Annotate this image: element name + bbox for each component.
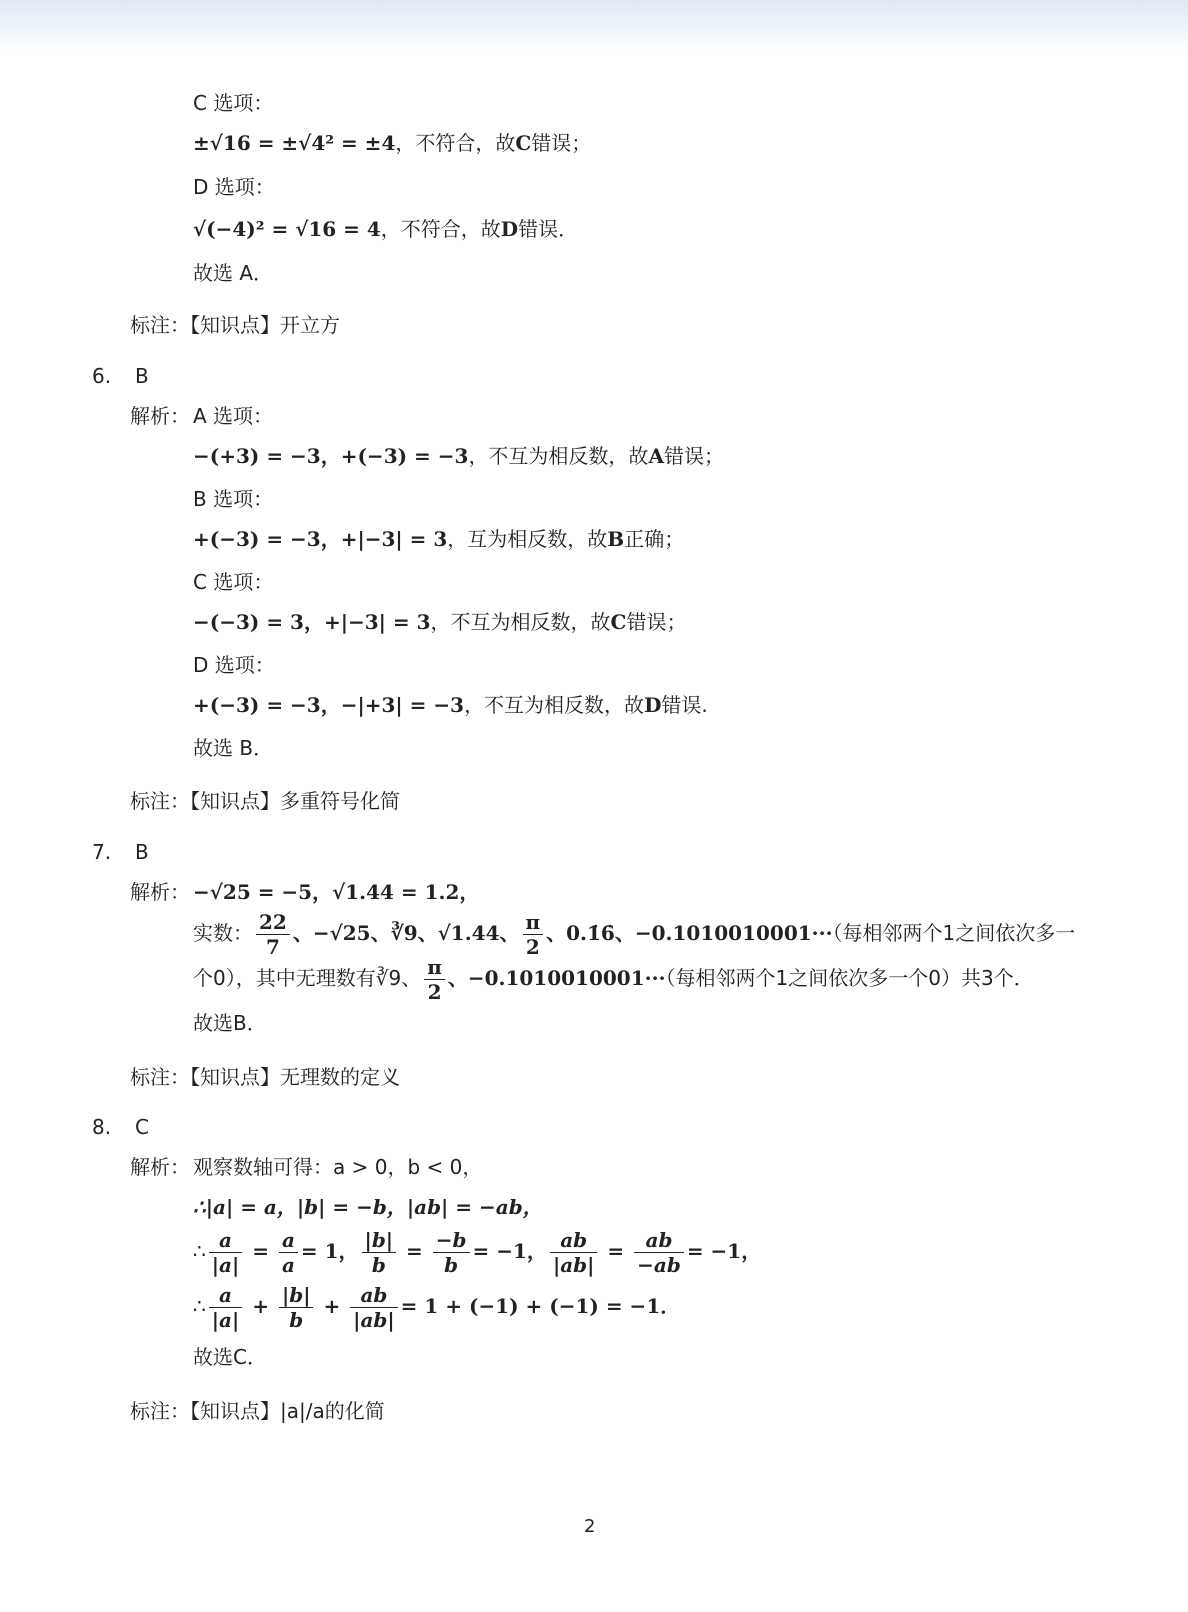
q6-analysis-label: 解析： [130,404,190,428]
q7-tag: 标注：【知识点】无理数的定义 [130,1065,400,1089]
fraction-pi-2: $\frac{\pi}{2}$ [523,910,544,959]
q5-c-label: C 选项： [193,91,274,115]
q6-c-line: −(−3) = 3，+|−3| = 3，不互为相反数，故C错误； [193,610,687,634]
q5-c-line: ±√16 = ±√4² = ±4，不符合，故C错误； [193,131,592,155]
q6-d-line: +(−3) = −3，−|+3| = −3，不互为相反数，故D错误. [193,693,708,717]
q7-analysis-label: 解析： [130,880,190,904]
q8-line3: ∴ $\frac{a}{|a|}$ = $\frac{a}{a}$ = 1， $\frac{|b|}{b}$ = $\frac{-b}{b}$ = −1， $\frac{ab}{|ab|}$ = $\frac{ab}{-ab}$ = −1， [193,1228,762,1277]
q8-tag: 标注：【知识点】|a|/a的化简 [130,1399,385,1423]
q5-d-line: √(−4)² = √16 = 4，不符合，故D错误． [193,217,579,241]
fraction-22-7: $\frac{22}{7}$ [256,910,290,959]
q8-choose: 故选C． [193,1345,267,1369]
top-band [0,0,1188,52]
q7-number: 7. [92,840,112,864]
q6-a-line: −(+3) = −3，+(−3) = −3，不互为相反数，故A错误； [193,444,724,468]
q7-answer: B [135,840,149,864]
q7-real-line: 实数： $\frac{22}{7}$ 、−√25、∛9、√1.44、 $\frac{\pi}{2}$ 、0.1̇6̇、−0.1010010001···（每相邻两个1之间依次多一 [193,910,1076,959]
q8-line2: ∴|a| = a，|b| = −b，|ab| = −ab， [193,1195,543,1219]
q6-number: 6. [92,364,112,388]
q6-b-label: B 选项： [193,487,274,511]
q6-a-label: A 选项： [193,404,274,428]
q5-choose: 故选 A． [193,261,274,285]
q8-line4: ∴ $\frac{a}{|a|}$ + $\frac{|b|}{b}$ + $\frac{ab}{|ab|}$ = 1 + (−1) + (−1) = −1． [193,1283,681,1332]
q7-line1: −√25 = −5，√1.44 = 1.2， [193,880,480,904]
q6-choose: 故选 B． [193,736,274,760]
q6-answer: B [135,364,149,388]
q8-number: 8. [92,1115,112,1139]
q6-d-label: D 选项： [193,653,275,677]
q7-choose: 故选B． [193,1011,267,1035]
page-number: 2 [584,1516,596,1537]
fraction-pi-2-b: $\frac{\pi}{2}$ [424,955,445,1004]
q5-d-expr: √(−4)² = √16 = 4 [193,217,381,241]
q8-line1: 观察数轴可得：a > 0，b < 0， [193,1155,483,1179]
q5-tag: 标注：【知识点】开立方 [130,313,340,337]
q7-line3: 个0），其中无理数有∛9、 $\frac{\pi}{2}$ 、−0.1010010001···（每相邻两个1之间依次多一个0）共3个． [193,955,1034,1004]
q5-c-expr: ±√16 = ±√4² = ±4 [193,131,396,155]
q6-c-label: C 选项： [193,570,274,594]
q5-d-label: D 选项： [193,175,275,199]
q6-b-line: +(−3) = −3，+|−3| = 3，互为相反数，故B正确； [193,527,685,551]
q8-analysis-label: 解析： [130,1155,190,1179]
q8-answer: C [135,1115,149,1139]
q6-tag: 标注：【知识点】多重符号化简 [130,789,400,813]
